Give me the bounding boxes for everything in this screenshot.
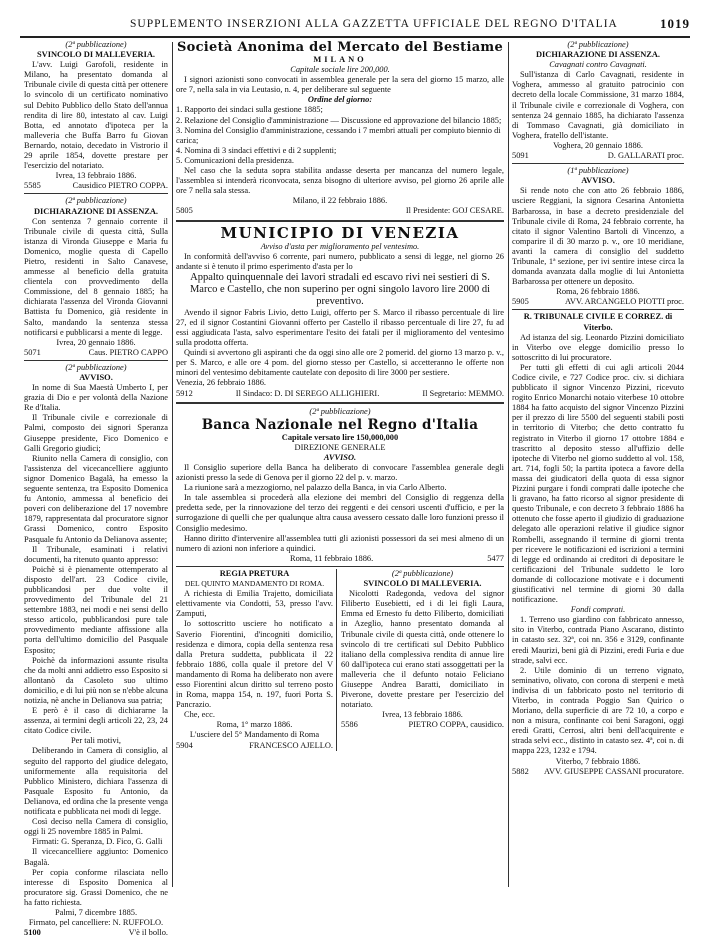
page-header [20, 18, 690, 38]
notice-regia-pretura [176, 569, 337, 751]
notice-body: Hanno diritto d'intervenire all'assemblea tutti gli azionisti possessori da sei mesi almeno di un numero di azioni non inferiore a quindici. [176, 533, 504, 553]
publication-label: (2ª pubblicazione) [567, 40, 629, 49]
mayor-signature: Il Sindaco: D. DI SEREGO ALLIGHIERI. [235, 388, 380, 398]
notice-mercato-bestiame [176, 40, 504, 217]
notice-body: Che, ecc. [184, 710, 215, 720]
notice-date: Palmi, 7 dicembre 1885. [54, 907, 138, 917]
notice-paragraph: Poichè da informazioni assunte risulta che da molti anni addietro esso Esposito si allontanò da Casoleto suo ultimo domicilio, e di lui più non se n'ebbe alcuna notizia, nè anche in Delianova sua patria; [24, 655, 168, 705]
notice-paragraph: Così deciso nella Camera di consiglio, oggi li 25 novembre 1885 in Palmi. [24, 817, 168, 837]
column-divider [508, 42, 509, 887]
agenda-item: 4. Nomina di 3 sindaci effettivi e di 2 supplenti; [176, 145, 337, 155]
notice-signature: Caus. PIETRO CAPPO [88, 347, 168, 357]
notice-paragraph: Deliberando in Camera di consiglio, al seguito del rapporto del giudice delegato, uniformemente alla requisitoria del Pubblico Ministero, dichiara l'assenza di Pasquale Esposito fu Antonio, da Delianova, ed ordina che la presente venga notificata e pubblicata nei modi di legge. [24, 746, 168, 817]
notice-title: SVINCOLO DI MALLEVERIA. [363, 579, 482, 589]
notice-title: REGIA PRETURA [219, 568, 290, 578]
notice-number: 5912 [176, 388, 193, 398]
notice-paragraph: Riunito nella Camera di consiglio, con l'assistenza del vicecancelliere aggiunto signor Domenico Bagalà, ha emesso la seguente sentenza, tra Esposito Domenica fu Antonio, ammessa al beneficio dei poveri con deliberazione del 17 novembre 1879, rappresentata dal procuratore signor Grassi Domenico, contro Esposito Pasquale fu Antonio da Delianova assente; [24, 453, 168, 544]
notice-body: Nicolotti Radegonda, vedova del signor Filiberto Eusebietti, ed i di lei figli Laura, Emma ed Ernesto fu detto Filiberto, domiciliati in Azeglio, hanno presentato domanda al Tribunale civile di questa città, onde ottenere lo svincolo di tre certificati sul Debito Pubblico italiano della complessiva rendita di annue lire 60 dall'ipoteca cui erano stati assoggettati per la malleveria che il defunto notaio Feliciano Giuseppe Andrea Baratti, domiciliato in Piverone, dovette prestare per l'esercizio del notariato. [341, 589, 504, 710]
notice-number: 5477 [487, 553, 504, 563]
agenda-item: 1. Rapporto dei sindaci sulla gestione 1885; [176, 105, 323, 115]
notice-paragraph: Per tali motivi, [70, 736, 121, 746]
notice-number: 5905 [512, 297, 529, 307]
notice-avviso-palmi [24, 363, 168, 938]
notice-body: Ad istanza del sig. Leonardo Pizzini domiciliato in Viterbo ove elegge domicilio presso lo sottoscritto di lui procuratore. [512, 332, 684, 362]
notice-signature: Il Presidente: GOJ CESARE. [405, 206, 504, 216]
notice-banca-nazionale [176, 407, 504, 564]
notice-number: 5100 [24, 928, 41, 938]
section-heading: Fondi comprati. [570, 605, 626, 615]
stamp-note: V'è il bollo. [128, 928, 168, 938]
notice-number: 5585 [24, 181, 41, 191]
middle-column [176, 40, 504, 890]
notice-date: Venezia, 26 febbraio 1886. [176, 378, 266, 388]
notice-date: Viterbo, 7 febbraio 1886. [555, 756, 641, 766]
notice-signatures: Il vicecancelliere aggiunto: Domenico Bagalà. [24, 847, 168, 867]
notice-signature: AVV. ARCANGELO PIOTTI proc. [564, 297, 684, 307]
notice-title: AVVISO. [323, 452, 357, 462]
notice-body: L'avv. Luigi Garofoli, residente in Milano, ha presentato domanda al Tribunale civile di questa città per ottenere lo svincolo di un certificato nominativo sul Debito Pubblico dello Stato dell'annua rendita di lire 80, intestato al cav. Luigi Botta, ed annotato d'ipoteca per la malleveria che Buffa Barro fu Giovan Bernardo, notaio, decedato in Vistrorio il 29 aprile 1854, dovette prestare per l'esercizio del notariato. [24, 60, 168, 171]
notice-body: Quindi si avvertono gli aspiranti che da oggi sino alle ore 2 pomerid. del giorno 13 marzo p. v., per S. Marco, e alle ore 4 pom. del giorno stesso per Castello, si accetteranno le offerte non minori del ventesimo debitamente cautelate con deposito di lire 3000 per sestiere. [176, 348, 504, 378]
appalto-heading: Appalto quinquennale dei lavori stradali ed escavo rivi nei sestieri di S. Marco e Castello, che non superino per ogni singolo lavoro lire 2000 di preventivo. [189, 271, 491, 307]
notice-svincolo-garofoli [24, 40, 168, 191]
page-number: 1019 [660, 16, 690, 31]
right-column [512, 40, 684, 890]
notice-title: AVVISO. [581, 176, 615, 186]
notice-signature: Firmato, pel cancelliere: N. RUFFOLO. [28, 918, 164, 928]
notice-body: 2. Utile dominio di un terreno vignato, seminativo, olivato, con corona di sterpeni e metà indivisa di un fabbricato posto nel territorio di Viterbo, in contrada Poggio San Quirico o Moriano, della superficie di are 72 10, a corpo e non a misura, confinante coi beni Saragoni, oggi eredi Gratti, Cerrosi, altri beni dell'acquirente e strada selvi ecc., distinto in catasto sez. 4ª, coi n. di mappa 223, 1232 e 1794. [512, 665, 684, 756]
bank-direction: DIREZIONE GENERALE [294, 442, 386, 452]
notice-body: Io sottoscritto usciere ho notificato a Saverio Fiorentini, d'incogniti domicilio, residenza e dimora, copia della sentenza resa dalla Pretura suddetta, pubblicata il 22 febbraio 1886, colla quale il pretore del V mandamento di Roma ha deliberato non avere esso Fiorentini alcun diritto sul terreno posto in Roma, mappa 154, n. 197, fuori Porta S. Pancrazio. [176, 619, 334, 710]
bottom-notices [176, 569, 504, 751]
notice-body: Nel caso che la seduta sopra stabilita andasse deserta per mancanza del numero legale, l'assemblea si intenderà riconvocata, senza bisogno di ulteriore avviso, pel giorno 26 aprile alle ore 7 nella sala stessa. [176, 166, 504, 196]
notice-title: AVVISO. [79, 373, 113, 382]
notice-subtitle: DEL QUINTO MANDAMENTO DI ROMA. [184, 579, 325, 589]
notice-number: 5071 [24, 347, 41, 357]
publication-label: (2ª pubblicazione) [65, 40, 127, 49]
notice-signature: PIETRO COPPA, causidico. [408, 720, 504, 730]
publication-label: (2ª pubblicazione) [65, 196, 127, 206]
notice-body: 1. Terreno uso giardino con fabbricato annesso, sito in Viterbo, contrada Piano Ascarano, distinto in catasto sez. 32ª, coi nn. 356 e 3129, confinante eredi Maurizi, beni già di Pizzini, eredi Furia e due strade, salvi ecc. [512, 615, 684, 665]
publication-label: (1ª pubblicazione) [567, 166, 629, 176]
notice-number: 5904 [176, 740, 193, 750]
notice-signature: Causidico PIETRO COPPA. [72, 181, 168, 191]
notice-title: R. TRIBUNALE CIVILE E CORREZ. di Viterbo. [523, 312, 673, 332]
notice-date: Milano, il 22 febbraio 1886. [292, 196, 388, 206]
header-title: SUPPLEMENTO INSERZIONI ALLA GAZZETTA UFFICIALE DEL REGNO D'ITALIA [130, 18, 618, 30]
notice-date: Voghera, 20 gennaio 1886. [553, 140, 643, 150]
header-rule [20, 36, 690, 38]
notice-body: I signori azionisti sono convocati in assemblea generale per la sera del giorno 15 marzo, alle ore 7, nella sala in via Leutasio, n. 4, per deliberare sul seguente [176, 75, 504, 95]
notice-body: In conformità dell'avviso 6 corrente, pari numero, pubblicato a sensi di legge, nel giorno 26 andante si è tenuto il primo esperimento d'asta per lo [176, 251, 504, 271]
publication-label: (2ª pubblicazione) [65, 362, 127, 372]
notice-signature: FRANCESCO AJELLO. [249, 740, 334, 750]
publication-label: (2ª pubblicazione) [309, 406, 371, 416]
notice-date: Roma, 11 febbraio 1886. [290, 553, 374, 563]
notice-body: Avendo il signor Fabris Livio, detto Luigi, offerto per S. Marco il ribasso percentuale di lire 27, ed il signor Costantini Giovanni offerto per Castello il ribasso percentuale di lire 27, fu ad essi aggiudicata l'asta, salvo esperimentare l'esito dei fatali per il miglioramento del ventesimo sulla prodotta offerta. [176, 307, 504, 348]
notice-body: Per tutti gli effetti di cui agli articoli 2044 Codice civile, e 727 Codice proc. civ. si dichiara pubblicato il signor Vincenzo Pizzini, ricevuto rogito Enrico Monarchi notaio viterbese 10 ottobre 1884 ha fatto acquisto del signor Vincenzo Pizzini per il prezzo di lire 5500 del seguenti stabili posti in territorio di Viterbo; che detto contratto fu registrato in Viterbo il giorno 17 ottobre 1884 e trascritto al deposito stesso all'uffizio delle ipoteche di Viterbo nel giorno suddetto al vol. 158, art. 714, fogli 50; la partita ipoteca a favore della massa dei giudicatori della quota di essa signor Pizzini purgare i fondi comprati dalle ipoteche che li gravano, ha fatto ricorso al signor presidente di questo Tribunale, e con decreto 3 febbraio 1886 ha ottenuto che fosse aperto il giudizio di graduazione delegato alle operazioni relative il giudice signor Rombelli, assegnando il termine di giorni trenta per ricevere le notificazioni ed iscrizioni a termini di legge ed ordinando ai creditori di depositare le certificazioni del Tribunale suddetto le loro domande di collocazione motivate e i documenti giustificativi nel termine di giorni 30 dalla notificazione. [512, 362, 684, 605]
notice-number: 5882 [512, 766, 529, 776]
notice-paragraph: Il Tribunale civile e correzionale di Palmi, composto dei signori Speranza Giuseppe presidente, Fico Domenico e Galli Gregorio giudici; [24, 413, 168, 453]
company-capital: Capitale sociale lire 200,000. [290, 65, 390, 75]
notice-title: DICHIARAZIONE DI ASSENZA. [33, 206, 159, 216]
notice-assenza-cavagnati [512, 40, 684, 161]
notice-subtitle: Avviso d'asta per miglioramento pel ventesimo. [260, 241, 420, 251]
notice-date: Ivrea, 13 febbraio 1886. [55, 171, 137, 181]
notice-date: Ivrea, 20 gennaio 1886. [56, 337, 136, 347]
notice-date: Roma, 1° marzo 1886. [216, 720, 293, 730]
agenda-title: Ordine del giorno: [307, 95, 373, 105]
bank-capital: Capitale versato lire 150,000,000 [281, 432, 399, 442]
notice-title: DICHIARAZIONE DI ASSENZA. [535, 50, 661, 60]
notice-paragraph: Per copia conforme rilasciata nello interesse di Esposito Domenica al procuratore sig. Grassi Domenico, che ne ha fatto richiesta. [24, 867, 168, 907]
notice-body: Con sentenza 7 gennaio corrente il Tribunale civile di questa città, Sulla istanza di Vironda Giuseppe e Maria fu Domenico, moglie questa di Capello Pietro, residenti in Salto Canavese, ammesse al beneficio della gratuita clientela con provvedimento della Commissione, del 8 gennaio 1885; ha dichiarata l'assenza del Vironda Giovanni Battista fu Domenico, già residente in Salto, mandando la sentenza stessa notificarsi e pubblicarsi a mente di legge. [24, 216, 168, 337]
notice-body: A richiesta di Emilia Trajetto, domiciliata elettivamente via Condotti, 53, presso l'avv. Zamputi, [176, 589, 334, 619]
publication-label: (2ª pubblicazione) [391, 568, 454, 578]
company-title: Società Anonima del Mercato del Bestiame [176, 40, 504, 55]
notice-avviso-barbarossa [512, 166, 684, 307]
notice-body: La riunione sarà a mezzogiorno, nel palazzo della Banca, in via Carlo Alberto. [184, 483, 447, 493]
notice-signature: D. GALLARATI proc. [607, 151, 684, 161]
agenda-item: 3. Nomina del Consiglio d'amministrazione, cessando i 7 membri attuali per compiuto biennio di carica; [176, 125, 501, 145]
company-city: MILANO [313, 55, 367, 64]
secretary-signature: Il Segretario: MEMMO. [422, 388, 504, 398]
notice-paragraph: E però è il caso di dichiararne la assenza, ai termini degli articoli 22, 23, 24 citato Codice civile. [24, 706, 168, 736]
notice-body: Si rende noto che con atto 26 febbraio 1886, usciere Reggiani, la signora Cesarina Antonietta Barbarossa, in base a decreto presidenziale del Tribunale civile di Roma, 24 febbraio corrente, ha citato il signor Valentino Bartoli di Vincenzo, a comparire il dì 30 marzo p. v., ore 10 meridiane, avanti la camera di consiglio del suddetto Tribunale, 1ª sezione, per ivi sentire intese circa la domanda avanzata dalla moglie di lui Antonietta Barbarossa per ottenere un deposito. [512, 186, 684, 287]
notice-body: In tale assemblea si procederà alla elezione dei membri del Consiglio di reggenza della predetta sede, per la rinnovazione del terzo dei reggenti e dei censori uscenti d'ufficio, e per la surrogazione di quelli che per qualunque altra causa avessero cessato dalle loro funzioni presso il Consiglio medesimo. [176, 493, 504, 533]
notice-title: SVINCOLO DI MALLEVERIA. [37, 50, 155, 60]
agenda-item: 5. Comunicazioni della presidenza. [176, 155, 294, 165]
notice-paragraph: Poichè si è pienamente ottemperato al disposto dell'art. 23 Codice civile, pubblicandosi per due volte il provvedimento del Tribunale del 21 settembre 1883, nei modi e nei sensi dello stesso articolo, pubblicandosi pure tale provvedimento mediante affissione alla porta dell'ultimo domicilio del Pasquale Esposito; [24, 564, 168, 655]
notice-date: Ivrea, 13 febbraio 1886. [382, 710, 463, 720]
notice-body: Sull'istanza di Carlo Cavagnati, residente in Voghera, ammesso al gratuito patrocinio con decreto della locale Commissione, 31 marzo 1884, il Tribunale civile e correzionale di Voghera, con sentenza 24 gennaio 1885, ha dichiarato l'assenza di Tommaso Cavagnati, già domiciliato in Voghera, fratello dell'istante. [512, 70, 684, 140]
municipio-title: MUNICIPIO DI VENEZIA [220, 223, 460, 242]
left-column [24, 40, 168, 938]
agenda-item: 2. Relazione del Consiglio d'amministrazione — Discussione ed approvazione del bilancio 1885; [176, 115, 502, 125]
notice-date: Roma, 26 febbraio 1886. [556, 287, 640, 297]
notice-paragraph: In nome di Sua Maestà Umberto I, per grazia di Dio e per volontà della Nazione Re d'Italia. [24, 383, 168, 413]
notice-number: 5586 [341, 720, 358, 730]
notice-number: 5805 [176, 206, 193, 216]
notice-number: 5091 [512, 151, 529, 161]
column-divider [172, 42, 173, 887]
notice-tribunale-viterbo [512, 312, 684, 776]
notice-body: L'usciere del 5° Mandamento di Roma [189, 730, 320, 740]
notice-signatures: Firmati: G. Speranza, D. Fico, G. Galli [32, 837, 163, 847]
notice-svincolo-nicolotti [341, 569, 504, 751]
notice-municipio-venezia [176, 225, 504, 399]
notice-signature: AVV. GIUSEPPE CASSANI procuratore. [544, 766, 684, 776]
notice-paragraph: Il Tribunale, esaminati i relativi documenti, ha ritenuto quanto appresso: [24, 544, 168, 564]
notice-subtitle: Cavagnati contro Cavagnati. [549, 60, 647, 70]
notice-body: Il Consiglio superiore della Banca ha deliberato di convocare l'assemblea generale degli azionisti presso la sede di Genova per il giorno 22 del p. v. marzo. [176, 463, 504, 483]
notice-assenza-vironda [24, 196, 168, 358]
bank-title: Banca Nazionale nel Regno d'Italia [201, 416, 479, 433]
